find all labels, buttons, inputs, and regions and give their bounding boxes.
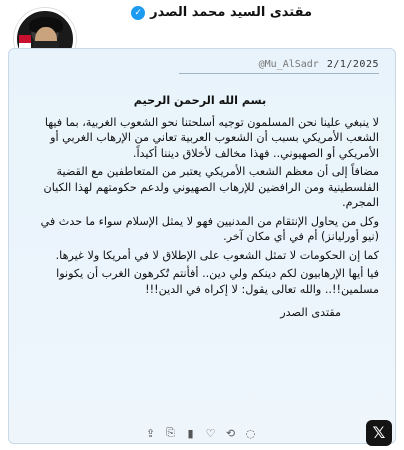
tweet-meta [259, 59, 379, 70]
verified-badge-icon: ✓ [131, 6, 145, 20]
tweet-paragraph: وكل من يحاول الإنتقام من المدنيين فهو لا يمثل الإسلام سواء ما حدث في (نيو أورليانز) أم في أي مكان آخر. [40, 214, 379, 243]
share-icon[interactable]: ⇪ [145, 426, 156, 440]
tweet-title: بسم الله الرحمن الرحيم [133, 94, 267, 107]
reply-icon[interactable]: ◌ [245, 426, 256, 440]
tweet-paragraph: كما إن الحكومات لا تمثل الشعوب على الإطلاق لا في أمريكا ولا غيرها. [55, 248, 379, 262]
bookmark-icon[interactable]: ⎘ [166, 426, 175, 439]
tweet-card [8, 48, 396, 444]
tweet-body [21, 93, 379, 324]
like-icon[interactable]: ♡ [205, 426, 216, 440]
tweet-paragraph: لا ينبغي علينا نحن المسلمون توجيه أسلحتنا نحو الشعوب الغربية، بما فيها الشعب الأمريكي بسبب أن الشعوب العربية تعاني من الإرهاب الغربي أو الأمريكي أو الصهيوني.. فهذا مخالف لأخلاق ديننا أكيداً. [44, 115, 379, 160]
tweet-paragraph: مضافاً إلى أن معظم الشعب الأمريكي يعتبر من المتعاطفين مع القضية الفلسطينية ومن الرافضين للإرهاب الصهيوني ولدعم حكومتهم لهذا الكيان المجرم. [43, 165, 379, 209]
tweet-date: 2/1/2025 [326, 59, 379, 70]
tweet-signature: مقتدى الصدر [280, 306, 341, 319]
views-icon[interactable]: ▮ [187, 426, 194, 440]
meta-divider [179, 73, 379, 74]
tweet-paragraph: فيا أيها الإرهابيون لكم دينكم ولي دين.. أفأنتم تُكرهون الغرب أن يكونوا مسلمين!!.. والله تعالى يقول: لا إكراه في الدين!!! [56, 267, 379, 296]
retweet-icon[interactable]: ⟲ [225, 426, 236, 440]
display-name: مقتدى السيد محمد الصدر [150, 5, 312, 20]
x-logo-icon: 𝕏 [366, 420, 392, 446]
profile-name-row[interactable] [131, 5, 312, 20]
tweet-actions [145, 425, 256, 441]
user-handle[interactable]: @Mu_AlSadr [258, 59, 319, 70]
